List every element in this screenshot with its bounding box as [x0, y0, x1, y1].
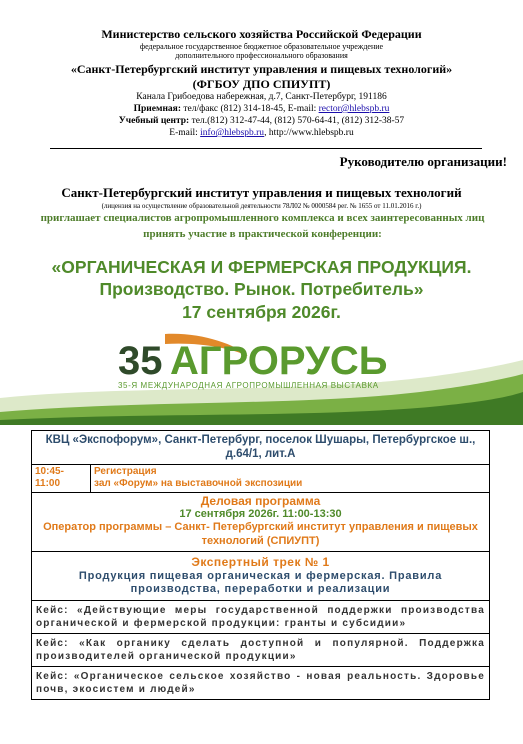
website-text: , http://www.hlebspb.ru — [264, 128, 354, 138]
business-program-date: 17 сентября 2026г. 11:00-13:30 — [179, 508, 342, 521]
logo-name: АГРОРУСЬ — [170, 339, 388, 383]
registration-place: зал «Форум» на выставочной экспозиции — [94, 478, 303, 490]
license-note: (лицензия на осуществление образовательной деятельности 78Л02 № 0000584 рег. № 1655 от 11.01.2016 г.) — [101, 202, 422, 210]
reception-text: тел/факс (812) 314-18-45, E-mail: — [181, 104, 319, 114]
institution-type-line1: федеральное государственное бюджетное образовательное учреждение — [139, 42, 384, 51]
institute-name: «Санкт-Петербургский институт управления и пищевых технологий» — [70, 62, 453, 76]
agrorus-banner — [0, 330, 523, 425]
education-center-label: Учебный центр: — [118, 116, 190, 126]
email-website-line — [0, 128, 523, 140]
business-program-operator: Оператор программы – Санкт- Петербургский институт управления и пищевых технологий (СПИУПТ) — [43, 521, 478, 547]
case-row — [32, 601, 490, 634]
business-program-row — [32, 492, 490, 551]
case-cell: Кейс: «Действующие меры государственной поддержки производства органической и фермерской продукции: гранты и субсидии» — [32, 601, 490, 634]
registration-info — [91, 464, 490, 492]
logo-subtitle: 35-Я МЕЖДУНАРОДНАЯ АГРОПРОМЫШЛЕННАЯ ВЫСТАВКА — [118, 381, 379, 390]
case-cell: Кейс: «Как органику сделать доступной и популярной. Поддержка производителей органической продукции» — [32, 634, 490, 667]
registration-title: Регистрация — [94, 465, 157, 477]
education-center-phones: тел.(812) 312-47-44, (812) 570-64-41, (812) 312-38-57 — [189, 116, 405, 126]
registration-row — [32, 464, 490, 492]
conference-title — [0, 256, 523, 323]
expert-track-cell — [32, 551, 490, 601]
expert-track-title: Экспертный трек № 1 — [191, 554, 330, 569]
conference-title-line2: Производство. Рынок. Потребитель» — [99, 279, 424, 300]
business-program-cell — [32, 492, 490, 551]
email-prefix: E-mail: — [169, 128, 201, 138]
case-row — [32, 634, 490, 667]
conference-date: 17 сентября 2026г. — [182, 301, 341, 322]
venue-row — [32, 431, 490, 465]
conference-title-line1: «ОРГАНИЧЕСКАЯ И ФЕРМЕРСКАЯ ПРОДУКЦИЯ. — [51, 257, 472, 277]
ministry-title: Министерство сельского хозяйства Российской Федерации — [101, 27, 422, 41]
case-cell: Кейс: «Органическое сельское хозяйство - новая реальность. Здоровье почв, экосистем и людей» — [32, 667, 490, 700]
business-program-title: Деловая программа — [200, 493, 321, 508]
reception-email-link[interactable]: rector@hlebspb.ru — [318, 104, 390, 114]
institute-abbreviation: (ФГБОУ ДПО СПИУПТ) — [192, 77, 331, 91]
reception-contacts — [0, 104, 523, 116]
expert-track-row — [32, 551, 490, 601]
institute-address: Канала Грибоедова набережная, д.7, Санкт-Петербург, 191186 — [136, 92, 387, 102]
reception-label: Приемная: — [133, 104, 181, 114]
expert-track-description: Продукция пищевая органическая и фермерская. Правила производства, переработки и реализации — [78, 569, 443, 596]
header-divider — [50, 148, 482, 149]
logo-number: 35 — [118, 339, 163, 383]
venue-cell: КВЦ «Экспофорум», Санкт-Петербург, поселок Шушары, Петербургское ш., д.64/1, лит.А — [32, 431, 490, 465]
addressee: Руководителю организации! — [339, 154, 507, 169]
info-email-link[interactable]: info@hlebspb.ru — [200, 128, 265, 138]
institution-type-line2: дополнительного профессионального образования — [175, 51, 348, 60]
invitation-text: приглашает специалистов агропромышленного комплекса и всех заинтересованных лиц принять участие в практической конференции: — [40, 212, 485, 240]
intro-institute-name: Санкт-Петербургский институт управления и пищевых технологий — [61, 185, 462, 200]
education-center-contacts — [0, 116, 523, 128]
agrorus-logo — [0, 330, 523, 425]
registration-time: 10:45-11:00 — [32, 464, 91, 492]
program-table — [31, 430, 490, 700]
case-row — [32, 667, 490, 700]
